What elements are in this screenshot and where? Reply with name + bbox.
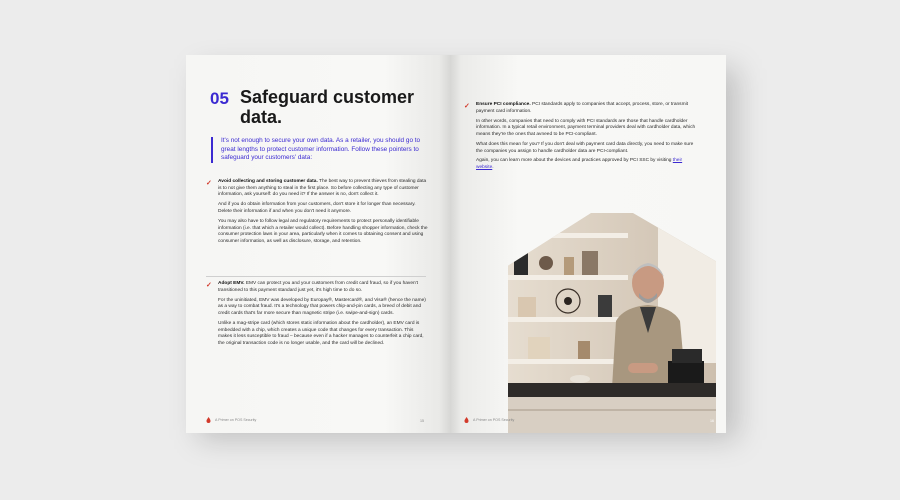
footer-text: A Primer on POS Security <box>473 417 515 422</box>
tip-item-avoid-collecting <box>206 179 428 249</box>
divider <box>206 276 426 277</box>
footer-text: A Primer on POS Security <box>215 417 257 422</box>
retailer-photo <box>508 213 716 433</box>
right-page <box>450 55 726 433</box>
checkmark-icon: ✓ <box>206 282 212 289</box>
retailer-illustration <box>508 213 716 433</box>
tip-paragraph: In other words, companies that need to comply with PCI standards are those that handle cardholder information. In a typical retail environment, payment terminal providers deal with cardholder data, which means they're the ones that avneed to be PCI-compliant. <box>476 118 696 137</box>
left-page <box>186 55 450 433</box>
tip-text: Again, you can learn more about the devices and practices approved by PCI SSC by visiting <box>476 158 672 164</box>
tip-item-pci-compliance <box>464 102 700 175</box>
tip-paragraph: Unlike a mag-stripe card (which stores static information about the cardholder), an EMV card is embedded with a chip, which creates a unique code that changes for every transaction. This makes it less susceptible to fraud – because even if a hacker manages to counterfeit a chip card, the original transaction code is no longer usable, and the card will be declined. <box>218 320 424 346</box>
page-footer <box>206 417 256 423</box>
flame-logo-icon <box>464 417 469 423</box>
tip-heading: Ensure PCI compliance. <box>476 102 531 107</box>
tip-paragraph: What does this mean for you? If you don't deal with payment card data directly, you need to make sure the companies you assign to handle cardholder data are PCI-compliant. <box>476 141 694 154</box>
punctuation: . <box>492 165 494 171</box>
checkmark-icon: ✓ <box>464 103 470 110</box>
tip-paragraph: And if you do obtain information from your customers, don't store it for longer than necessary. Delete their information if and when you don't need it anymore. <box>218 202 416 214</box>
checkmark-icon: ✓ <box>206 180 212 187</box>
tip-item-adopt-emv <box>206 281 428 351</box>
intro-paragraph: It's not enough to secure your own data. As a retailer, you should go to great lengths to protect customer information. Follow these pointers to safeguard your customers' data: <box>211 137 431 163</box>
website-link[interactable]: their website <box>476 158 683 171</box>
tip-heading: Avoid collecting and storing customer data. <box>218 179 318 184</box>
page-number: 15 <box>420 419 424 423</box>
tip-paragraph: You may also have to follow legal and regulatory requirements to protect personally identifiable information (i.e. that which a retailer would collect). Before handling shopper information, check the consumer protection laws in your area, particularly when it comes to obtaining consent and using consumer information, as well as disclosure, storage, and retention. <box>218 218 428 244</box>
page-title: Safeguard customer data. <box>240 87 415 127</box>
flame-logo-icon <box>206 417 211 423</box>
page-number: 16 <box>710 419 714 423</box>
page-footer <box>464 417 514 423</box>
section-number: 05 <box>210 89 229 108</box>
tip-text: The best way to prevent thieves from stealing data is to not give them anything to steal in the first place. So before collecting any type of customer information, ask yourself: do you need it? If the answer is no, don't collect it. <box>218 179 427 198</box>
tip-paragraph: For the uninitiated, EMV was developed by Europay®, Mastercard®, and Visa® (hence the name) as a way to combat fraud. It's a technology that powers chip-and-pin cards, a breed of debit and credit cards that's far more secure than magnetic stripe (i.e. swipe-and-sign) cards. <box>218 297 426 316</box>
tip-text: PCI standards apply to companies that accept, process, store, or transmit payment card information. <box>476 102 688 114</box>
tip-heading: Adopt EMV. <box>218 281 245 286</box>
tip-text: EMV can protect you and your customers from credit card fraud, so if you haven't transitioned to this payment standard just yet, it's high time to do so. <box>218 281 418 293</box>
